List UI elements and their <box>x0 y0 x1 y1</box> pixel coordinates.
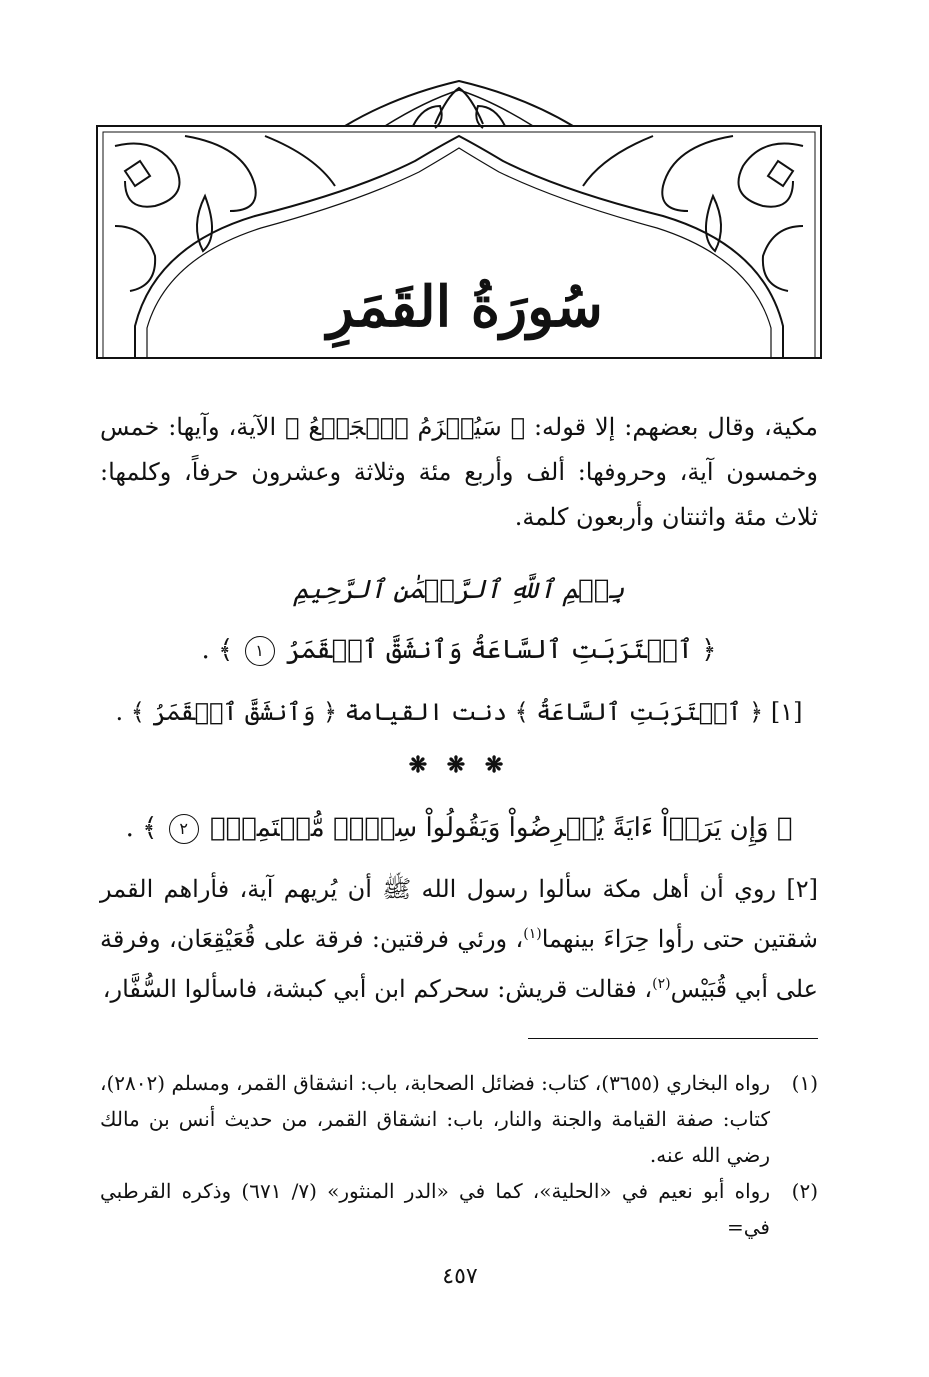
ayah-number-marker: ١ <box>245 636 275 666</box>
footnote-text: رواه البخاري (٣٦٥٥)، كتاب: فضائل الصحابة، باب: انشقاق القمر، ومسلم (٢٨٠٢)، كتاب: صفة القيامة والجنة والنار، باب: انشقاق القمر، من حديث أنس بن مالك رضي الله عنه. <box>100 1071 770 1167</box>
section-separator: ❋ ❋ ❋ <box>408 752 510 778</box>
footnote-number: (١) <box>791 1071 818 1095</box>
page-number: ٤٥٧ <box>442 1264 478 1289</box>
surah-title: سُورَةُ القَمَرِ <box>327 274 603 340</box>
verse-2 <box>100 808 818 848</box>
tafsir-2-part-3: ، فقالت قريش: سحركم ابن أبي كبشة، فاسألوا السُّفَّار، <box>102 975 653 1003</box>
verse-2-text: ﴿ وَإِن يَرَوۡاْ ءَايَةً يُعۡرِضُواْ وَيَقُولُواْ سِحۡرٞ مُّسۡتَمِرّٞ <box>209 813 793 843</box>
footnote-ref-1: (١) <box>523 926 542 942</box>
footnote-ref-2: (٢) <box>652 976 671 992</box>
ayah-number-marker: ٢ <box>169 814 199 844</box>
basmala: بِسۡمِ ٱللَّهِ ٱلرَّحۡمَٰنِ ٱلرَّحِيمِ <box>293 575 625 605</box>
tafsir-2-part-1: [٢] روي أن أهل مكة سألوا رسول الله ﷺ أن يُريهم آية، فأراهم القمر شقتين حتى رأوا حِرَاءَ بينهما <box>100 875 819 953</box>
verse-1-text: ﴿ ٱقۡتَرَبَتِ ٱلسَّاعَةُ وَٱنشَقَّ ٱلۡقَمَرُ <box>285 635 717 665</box>
verse-1-close: ﴾ . <box>201 635 234 665</box>
footnote-item <box>100 1173 818 1245</box>
footnote-number: (٢) <box>791 1179 818 1203</box>
footnote-item <box>100 1065 818 1173</box>
tafsir-verse-2 <box>100 867 818 1012</box>
footnote-text: رواه أبو نعيم في «الحلية»، كما في «الدر المنثور» (٧/ ٦٧١) وذكره القرطبي في= <box>100 1179 770 1239</box>
footnotes <box>100 1065 818 1245</box>
footnote-divider <box>528 1038 818 1039</box>
verse-1 <box>100 630 818 670</box>
tafsir-2-part-2: ، ورئي فرقتين: فرقة على قُعَيْقِعَان، وفرقة على أبي قُبَيْس <box>100 925 818 1003</box>
tafsir-verse-1: [١] ﴿ ٱقۡتَرَبَتِ ٱلسَّاعَةُ ﴾ دنت القيامة ﴿ وَٱنشَقَّ ٱلۡقَمَرُ ﴾ . <box>115 698 803 726</box>
verse-2-close: ﴾ . <box>125 813 158 843</box>
surah-intro-paragraph: مكية، وقال بعضهم: إلا قوله: ﴿ سَيُهۡزَمُ ٱلۡجَمۡعُ ﴾ الآية، وآيها: خمس وخمسون آية، وحروفها: ألف وأربع مئة وثلاثة وعشرون حرفاً، وكلمها: ثلاث مئة واثنتان وأربعون كلمة. <box>100 413 818 531</box>
